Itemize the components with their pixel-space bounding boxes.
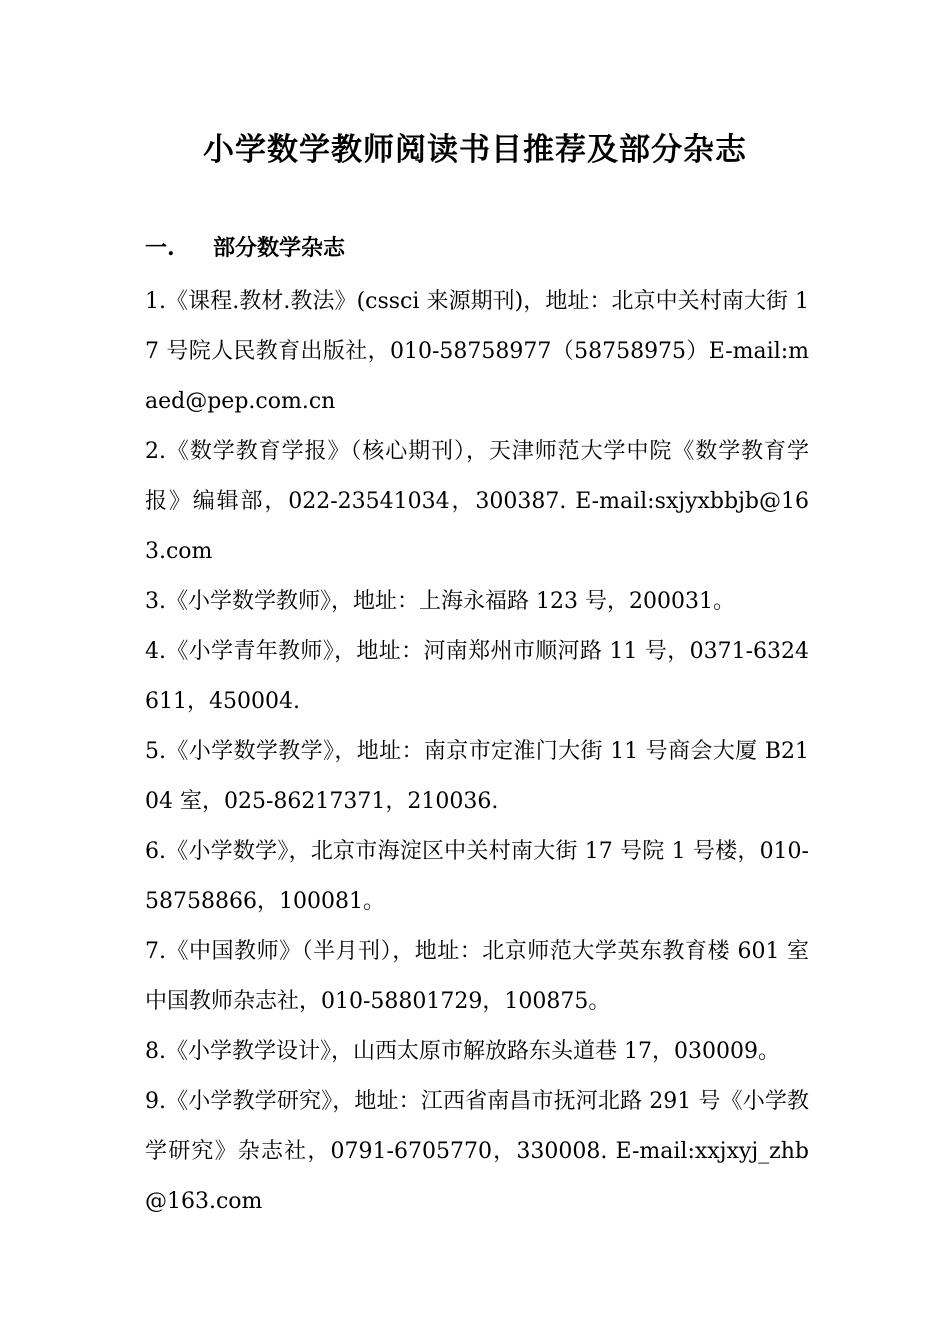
magazine-entry-2: 2.《数学教育学报》（核心期刊），天津师范大学中院《数学教育学报》编辑部，022-23541034，300387. E-mail:sxjyxbbjb@163.com <box>145 439 809 564</box>
magazine-entry-6: 6.《小学数学》，北京市海淀区中关村南大街 17 号院 1 号楼，010-58758866，100081。 <box>145 839 809 914</box>
magazine-entry-1: 1.《课程.教材.教法》(cssci 来源期刊)，地址：北京中关村南大街 17 号院人民教育出版社，010-58758977（58758975）E-mail:maed@pep.com.cn <box>145 289 809 414</box>
section-number: 一. <box>145 235 175 261</box>
section-title: 部分数学杂志 <box>213 235 346 261</box>
magazine-entry-8: 8.《小学教学设计》，山西太原市解放路东头道巷 17，030009。 <box>145 1039 780 1064</box>
magazine-entry-7: 7.《中国教师》（半月刊），地址：北京师范大学英东教育楼 601 室中国教师杂志社，010-58801729，100875。 <box>145 939 809 1014</box>
magazine-entry-3: 3.《小学数学教师》，地址：上海永福路 123 号，200031。 <box>145 589 735 614</box>
magazine-entry-5: 5.《小学数学教学》，地址：南京市定淮门大街 11 号商会大厦 B2104 室，025-86217371，210036. <box>145 739 809 814</box>
magazine-entry-9: 9.《小学教学研究》，地址：江西省南昌市抚河北路 291 号《小学教学研究》杂志社，0791-6705770，330008. E-mail:xxjxyj_zhb@163.com <box>145 1089 809 1214</box>
section-heading <box>145 228 345 268</box>
document-title: 小学数学教师阅读书目推荐及部分杂志 <box>203 132 747 168</box>
magazine-list <box>145 277 809 1227</box>
magazine-entry-4: 4.《小学青年教师》，地址：河南郑州市顺河路 11 号，0371-6324611，450004. <box>145 639 809 714</box>
